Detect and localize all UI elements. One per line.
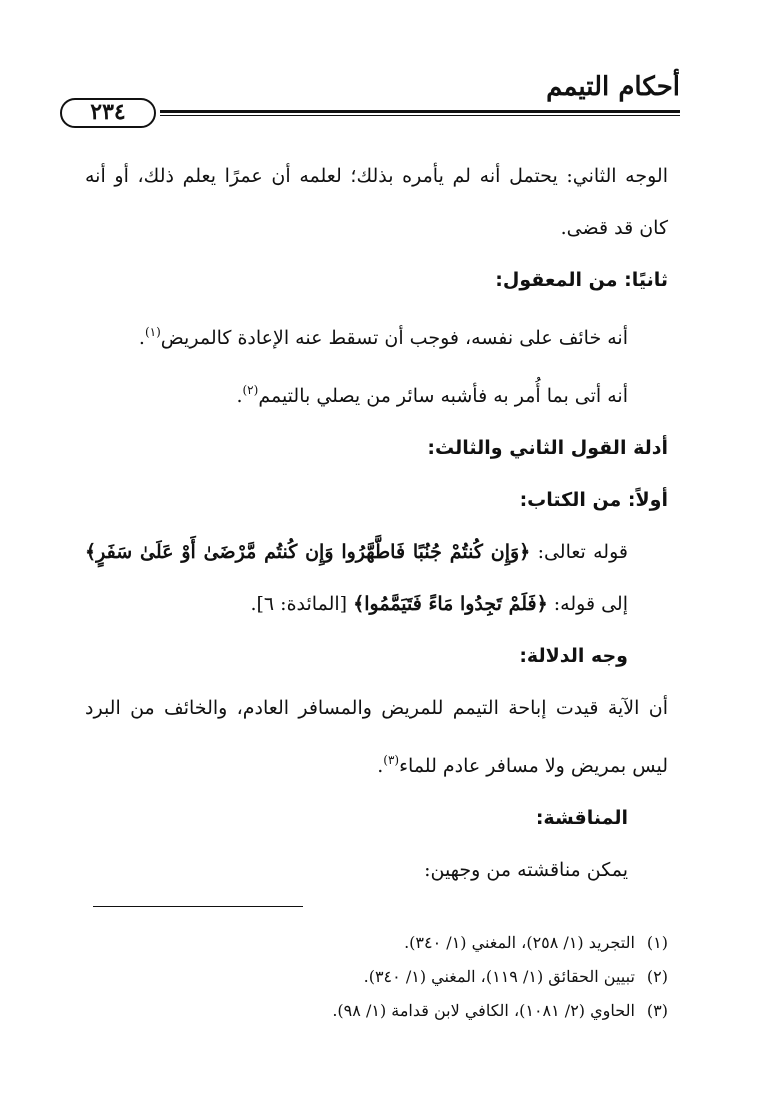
verse-citation: [المائدة: ٦]. <box>250 593 354 615</box>
header-rule-thin <box>160 115 680 116</box>
footnote-number: (١) <box>646 933 668 952</box>
heading-from-book: أولاً: من الكتاب: <box>519 489 668 511</box>
indication-text: أن الآية قيدت إباحة التيمم للمريض والمسافر العادم، والخائف من البرد ليس بمريض ولا مسافر عادم للماء <box>85 697 668 777</box>
footnote-number: (٣) <box>646 1001 668 1020</box>
heading-discussion: المناقشة: <box>535 807 628 829</box>
footnotes <box>332 926 668 1028</box>
quran-close-bracket: ﴾ <box>85 541 97 563</box>
quran-open-bracket: ﴿ <box>519 541 531 563</box>
footnote-ref-1[interactable]: (١) <box>144 325 161 339</box>
footnote-ref-2[interactable]: (٢) <box>242 383 259 397</box>
discussion-paragraph: يمكن مناقشته من وجهين: <box>424 859 628 881</box>
verse-text-2: فَلَمْ تَجِدُوا مَاءً فَتَيَمَّمُوا <box>364 593 537 615</box>
footnote-number: (٢) <box>646 967 668 986</box>
main-text <box>85 150 668 896</box>
footnote-2 <box>332 960 668 994</box>
heading-indication: وجه الدلالة: <box>519 645 628 667</box>
indication-paragraph: أن الآية قيدت إباحة التيمم للمريض والمسافر العادم، والخائف من البرد ليس بمريض ولا مسافر عادم للماء$^{(٣)}$. <box>85 697 668 777</box>
paragraph-second-aspect: الوجه الثاني: يحتمل أنه لم يأمره بذلك؛ لعلمه أن عمرًا يعلم ذلك، أو أنه كان قد قضى. <box>85 165 668 239</box>
reason-one-text: أنه خائف على نفسه، فوجب أن تسقط عنه الإعادة كالمريض <box>160 327 628 349</box>
footnote-text: الحاوي (٢/ ١٠٨١)، الكافي لابن قدامة (١/ ٩٨). <box>332 1001 635 1020</box>
reason-one: أنه خائف على نفسه، فوجب أن تسقط عنه الإعادة كالمريض$^{(١)}$. <box>138 325 628 349</box>
header-rule-thick <box>160 110 680 113</box>
running-title: أحكام التيمم <box>546 72 680 102</box>
footnote-text: التجريد (١/ ٢٥٨)، المغني (١/ ٣٤٠). <box>404 933 635 952</box>
verse-to: إلى قوله: <box>547 593 628 615</box>
verse-paragraph <box>85 526 668 630</box>
reason-two: أنه أتى بما أُمر به فأشبه سائر من يصلي بالتيمم$^{(٢)}$. <box>236 383 628 407</box>
quran-open-bracket-2: ﴿ <box>536 593 548 615</box>
page-header <box>60 70 680 125</box>
heading-from-reason: ثانيًا: من المعقول: <box>495 269 668 291</box>
footnote-text: تبيين الحقائق (١/ ١١٩)، المغني (١/ ٣٤٠). <box>363 967 635 986</box>
page-number: ٢٣٤ <box>60 98 156 128</box>
verse-intro: قوله تعالى: <box>530 541 628 563</box>
footnote-separator <box>93 906 303 907</box>
reason-two-text: أنه أتى بما أُمر به فأشبه سائر من يصلي بالتيمم <box>258 385 628 407</box>
heading-evidence: أدلة القول الثاني والثالث: <box>427 437 668 459</box>
quran-close-bracket-2: ﴾ <box>353 593 365 615</box>
footnote-1 <box>332 926 668 960</box>
verse-text-1: وَإِن كُنتُمْ جُنُبًا فَاطَّهَّرُوا وَإِن كُنتُم مَّرْضَىٰ أَوْ عَلَىٰ سَفَرٍ <box>96 541 520 563</box>
footnote-ref-3[interactable]: (٣) <box>383 753 400 767</box>
footnote-3 <box>332 994 668 1028</box>
